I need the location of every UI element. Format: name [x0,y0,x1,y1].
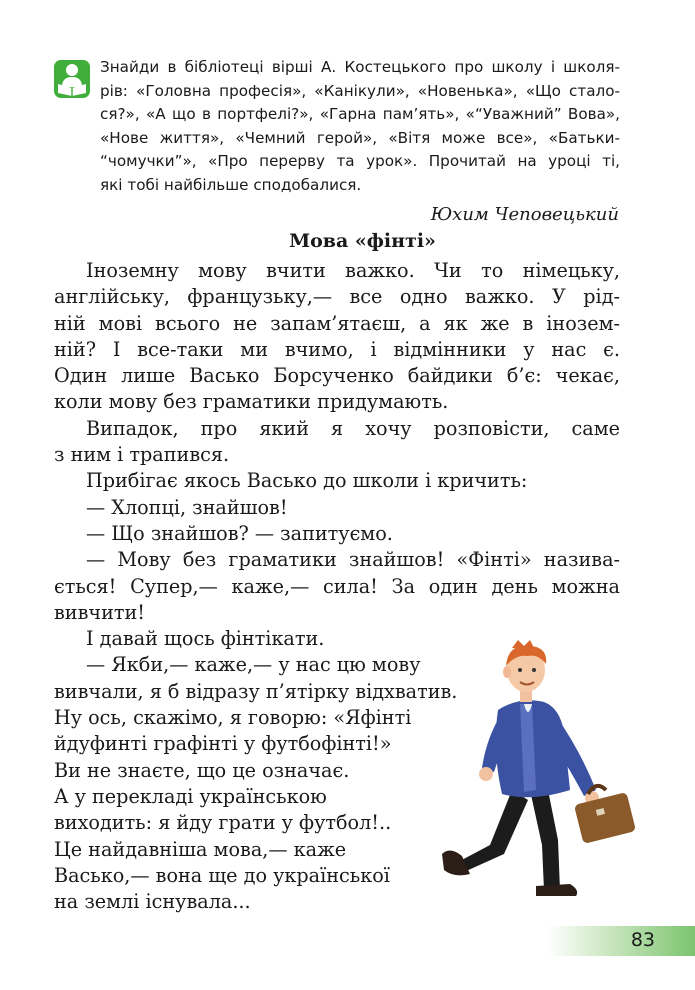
task-line: “чомучки”», «Про перерву та урок». Прочитай на уроці ті, [100,152,620,170]
story-line: — Мову без граматики знайшов! «Фінті» назива- [86,548,620,572]
story-line: Один лише Васько Борсученко байдики б’є: чекає, [54,364,620,388]
story-line: — Хлопці, знайшов! [86,495,288,519]
story-line: Прибігає якось Васько до школи і кричить: [86,469,528,493]
task-line: рів: «Головна професія», «Канікули», «Новенька», «Що стало- [100,81,620,100]
story-line: ній? І все-таки ми вчимо, і відмінники у нас є. [54,337,620,361]
story-line: вивчити! [54,600,145,624]
reader-icon [54,60,90,98]
story-line: з ним і трапився. [54,443,230,467]
boy-with-briefcase-illustration [420,640,650,910]
story-title: Мова «фінті» [289,230,436,252]
story-line: Це найдавніша мова,— каже [54,837,347,861]
story-line: ється! Супер,— каже,— сила! За один день можна [54,574,620,598]
story-line: Васько,— вона ще до української [54,863,390,887]
story-line: йдуфинті графінті у футбофінті!» [54,732,392,756]
task-line: які тобі найбільше сподобалися. [100,175,362,194]
task-line: ся?», «А що в портфелі?», «Гарна пам’ять», «“Уважний” Вова», [100,105,620,123]
story-author: Юхим Чеповецький [430,204,619,225]
story-line: виходить: я йду грати у футбол!.. [54,811,392,835]
story-line: англійську, французьку,— все одно важко. У рід- [54,285,620,309]
page-number: 83 [630,929,655,951]
task-line: «Нове життя», «Чемний герой», «Вітя може все», «Батьки- [100,128,620,147]
story-line: — Якби,— каже,— у нас цю мову [86,653,421,677]
story-line: — Що знайшов? — запитуємо. [86,521,393,545]
story-line: І давай щось фінтікати. [86,627,325,651]
story-line: Випадок, про який я хочу розповісти, саме [86,416,620,440]
story-line: ній мові всього не запам’ятаєш, а як же в інозем- [54,311,620,335]
story-line: Ви не знаєте, що це означає. [54,758,350,782]
story-line: Ну ось, скажімо, я говорю: «Яфінті [54,706,412,730]
page-number-band [548,926,695,956]
story-line: коли мову без граматики придумають. [54,390,449,414]
task-text [100,56,620,197]
task-line: Знайди в бібліотеці вірші А. Костецького про школу і школя- [100,58,620,76]
story-line: вивчали, я б відразу п’ятірку відхватив. [54,679,458,703]
story-line: А у перекладі українською [54,784,327,808]
task-box [54,56,620,197]
story-line: Іноземну мову вчити важко. Чи то німецьку, [86,259,620,282]
story-line: на землі існувала... [54,890,251,914]
